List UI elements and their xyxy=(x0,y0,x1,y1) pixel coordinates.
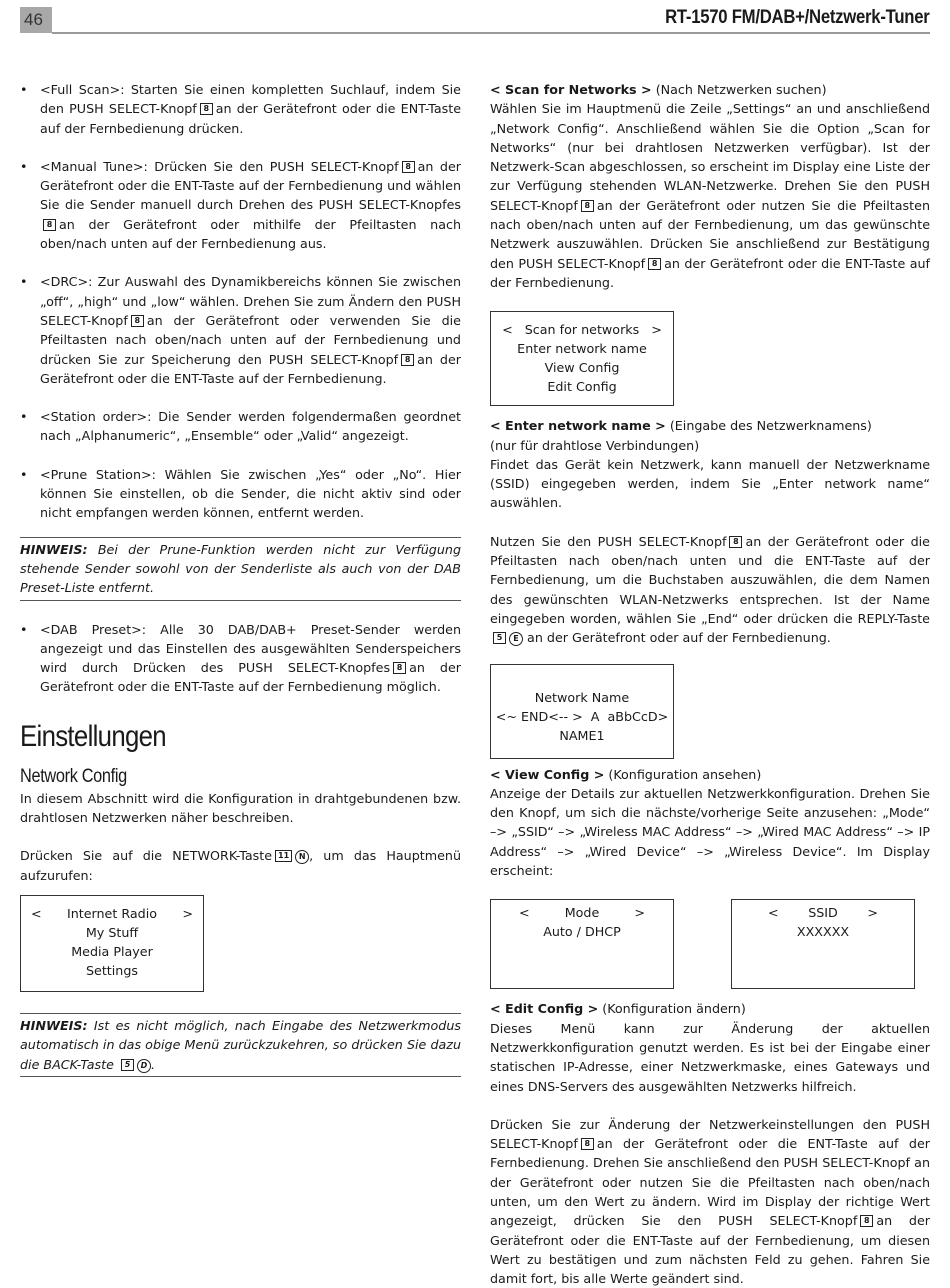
note-text: Bei der Prune-Funktion werden nicht zur Verfügung stehende Sender sowohl von der Senderliste als auch von der DAB Preset-Liste entfernt. xyxy=(20,541,461,596)
menu-item: View Config xyxy=(544,360,620,376)
header-rule xyxy=(52,32,930,34)
key-icon: 8 xyxy=(43,219,56,231)
paragraph-text: an der Gerätefront oder die Pfeiltasten nach oben/nach unten und die ENT-Taste auf der Fernbedienung, um die Buchstaben auszuwählen, die dem Namen des gewünschten WLAN-Netzwerks entsprechen. Ist der Name eingegeben worden, wählen Sie „End“ oder drücken die REPLY-Taste xyxy=(490,533,930,626)
option-subtitle: (Eingabe des Netzwerknamens) xyxy=(665,418,872,434)
note-text: . xyxy=(151,1056,156,1072)
enter-name-paragraph: Findet das Gerät kein Netzwerk, kann manuell der Netzwerkname (SSID) eingegeben werden, indem Sie „Enter network name“ auswählen. xyxy=(490,456,930,511)
bullet-text: an der Gerätefront oder die ENT-Taste auf der Fernbedienung möglich. xyxy=(40,660,461,695)
option-subtitle: (Nach Netzwerken suchen) xyxy=(651,82,827,97)
mode-display xyxy=(490,899,674,989)
enter-name-paragraph-2 xyxy=(490,532,930,648)
paragraph-text: , um das Hauptmenü aufzurufen: xyxy=(20,848,461,883)
paragraph-text: Drücken Sie auf die NETWORK-Taste xyxy=(20,848,273,864)
arrow-right-icon: > xyxy=(182,905,193,921)
note-prune xyxy=(20,537,461,601)
paragraph-text: an der Gerätefront oder auf der Fernbedienung. xyxy=(527,630,831,646)
bullet-text: <DRC>: Zur Auswahl des Dynamikbereichs können Sie zwischen „off“, „high“ und „low“ wählen. Drehen Sie zum Ändern den PUSH SELECT-Knopf xyxy=(40,274,461,328)
page-header xyxy=(20,7,930,33)
display-line: Network Name xyxy=(534,689,630,705)
option-title: < Enter network name > xyxy=(490,418,666,434)
bullet-dot: • xyxy=(20,409,28,425)
right-column xyxy=(490,80,930,1288)
enter-name-heading xyxy=(490,416,930,435)
bullet-dot: • xyxy=(20,158,28,174)
paragraph-text: Drücken Sie zur Änderung der Netzwerkeinstellungen den PUSH SELECT-Knopf xyxy=(490,1116,930,1152)
bullet-dab-preset xyxy=(20,620,461,697)
bullet-drc xyxy=(20,272,461,388)
key-icon: 8 xyxy=(860,1215,873,1227)
display-value: Auto / DHCP xyxy=(543,924,621,940)
intro-paragraph: In diesem Abschnitt wird die Konfiguration in drahtgebundenen bzw. drahtlosen Netzwerken näher beschreiben. xyxy=(20,790,461,826)
display-label: Mode xyxy=(564,905,600,921)
bullet-full-scan xyxy=(20,80,461,138)
menu-item: Internet Radio xyxy=(66,905,158,921)
paragraph-text: Nutzen Sie den PUSH SELECT-Knopf xyxy=(490,533,727,549)
key-icon: 8 xyxy=(729,536,742,548)
display-line: <~ END<-- > A aBbCcD> xyxy=(495,708,669,724)
view-config-paragraph: Anzeige der Details zur aktuellen Netzwerkkonfiguration. Drehen Sie den Knopf, um sich die nächste/vorherige Seite anzusehen: „Mode“ –> „SSID“ –> „Wireless MAC Address“ –> „Wired MAC Address“ –> IP Address“ –> „Wired Device“ –> „Wireless Device“. Im Display erscheint: xyxy=(490,785,930,879)
option-title: < Edit Config > xyxy=(490,1001,599,1017)
bullet-text: an der Gerätefront oder mithilfe der Pfeiltasten nach oben/nach unten auf der Fernbedienung aus. xyxy=(40,216,461,252)
back-key-icon: 5 xyxy=(121,1059,134,1071)
config-displays xyxy=(490,899,930,989)
key-icon: 8 xyxy=(393,662,406,674)
bullet-text: <Full Scan>: Starten Sie einen kompletten Suchlauf, indem Sie den PUSH SELECT-Knopf xyxy=(40,82,461,117)
bullet-text: an der Gerätefront oder verwenden Sie die Pfeiltasten nach oben/nach unten auf der Fernbedienung und drücken Sie zur Speicherung den PUSH SELECT-Knopf xyxy=(40,312,461,367)
edit-config-paragraph-2 xyxy=(490,1115,930,1288)
ssid-display xyxy=(731,899,915,989)
bullet-text: <Prune Station>: Wählen Sie zwischen „Yes“ oder „No“. Hier können Sie einstellen, ob die Sender, die nicht aktiv sind oder nicht empfangen werden können, entfernt werden. xyxy=(40,466,461,521)
paragraph-text: an der Gerätefront oder die ENT-Taste auf der Fernbedienung. xyxy=(490,255,930,290)
main-menu-display xyxy=(20,895,204,992)
subsection-heading: Network Config xyxy=(20,765,127,787)
arrow-left-icon: < xyxy=(768,905,779,921)
arrow-right-icon: > xyxy=(651,322,662,338)
key-icon: 8 xyxy=(200,103,213,115)
menu-item: Enter network name xyxy=(517,341,647,357)
bullet-text: <Manual Tune>: Drücken Sie den PUSH SELECT-Knopf xyxy=(40,158,399,174)
edit-config-heading xyxy=(490,999,930,1018)
bullet-text: <Station order>: Die Sender werden folgendermaßen geordnet nach „Alphanumeric“, „Ensemble“ oder „Valid“ angezeigt. xyxy=(40,409,461,444)
section-heading: Einstellungen xyxy=(20,719,166,753)
note-text: Ist es nicht möglich, nach Eingabe des Netzwerkmodus automatisch in das obige Menü zurückzukehren, so drücken Sie dazu die BACK-Taste xyxy=(20,1017,461,1072)
display-line: NAME1 xyxy=(559,727,605,743)
paragraph-text: an der Gerätefront oder die ENT-Taste auf der Fernbedienung, um diesen Wert zu bestätigen und zum nächsten Feld zu gehen. Fahren Sie damit fort, bis alle Werte geändert sind. xyxy=(490,1213,930,1287)
left-column xyxy=(20,80,461,1077)
bullet-dot: • xyxy=(20,466,28,482)
edit-config-paragraph: Dieses Menü kann zur Änderung der aktuellen Netzwerkkonfiguration genutzt werden. Es ist bei der Eingabe einer statischen IP-Adresse, einer Netzwerkmaske, eines Gateways und eines DNS-Servers des ausgewählten Netzwerks hilfreich. xyxy=(490,1020,930,1094)
reply-key-icon: 5 xyxy=(493,632,506,644)
network-key-paragraph xyxy=(20,846,461,885)
note-back-key xyxy=(20,1013,461,1077)
reply-letter-icon: E xyxy=(509,632,523,646)
bullet-dot: • xyxy=(20,621,28,637)
network-letter-icon: N xyxy=(295,850,309,864)
paragraph-text: an der Gerätefront oder nutzen Sie die Pfeiltasten nach oben/nach unten auf der Fernbedienung, um das gewünschte Netzwerk auszuwählen. Drücken Sie anschließend zur Bestätigung den PUSH SELECT-Knopf xyxy=(490,197,930,271)
option-title: < Scan for Networks > xyxy=(490,82,652,97)
note-label: HINWEIS: xyxy=(20,1017,88,1033)
menu-item: Scan for networks xyxy=(524,322,640,338)
view-config-heading xyxy=(490,765,930,784)
paragraph-text: an der Gerätefront oder die ENT-Taste auf der Fernbedienung. Drehen Sie anschließend den PUSH SELECT-Knopf an der Gerätefront oder nutzen Sie die Pfeiltasten nach oben/nach unten, um den Wert zu ändern. Wird im Display der richtige Wert angezeigt, drücken Sie den PUSH SELECT-Knopf xyxy=(490,1136,930,1229)
bullet-station-order xyxy=(20,407,461,446)
note-label: HINWEIS: xyxy=(20,541,88,557)
menu-item: Media Player xyxy=(71,943,153,959)
option-subtitle: (Konfiguration ansehen) xyxy=(604,766,762,782)
arrow-right-icon: > xyxy=(867,905,878,921)
bullet-dot: • xyxy=(20,82,28,97)
display-label: SSID xyxy=(808,905,838,921)
arrow-left-icon: < xyxy=(502,322,513,338)
bullet-text: an der Gerätefront oder die ENT-Taste auf der Fernbedienung. xyxy=(40,351,461,386)
network-name-display xyxy=(490,664,674,759)
scan-heading xyxy=(490,80,930,99)
network-key-icon: 11 xyxy=(275,850,292,862)
bullet-text: an der Gerätefront oder die ENT-Taste auf der Fernbedienung drücken. xyxy=(40,101,461,136)
option-title: < View Config > xyxy=(490,766,605,782)
key-icon: 8 xyxy=(401,354,414,366)
document-title: RT-1570 FM/DAB+/Netzwerk-Tuner xyxy=(665,7,930,28)
paragraph-text: Wählen Sie im Hauptmenü die Zeile „Settings“ an und anschließend „Network Config“. Anschließend wählen Sie die Option „Scan for Networks“ (nur bei drahtlosen Netzwerken verfügbar). Ist der Netzwerk-Scan abgeschlossen, so erscheint im Display eine Liste der zur Verfügung stehenden WLAN-Netzwerke. Drehen Sie den PUSH SELECT-Knopf xyxy=(490,101,930,213)
bullet-text: <DAB Preset>: Alle 30 DAB/DAB+ Preset-Sender werden angezeigt und das Einstellen des ausgewählten Senderspeichers wird durch Drücken des PUSH SELECT-Knopfes xyxy=(40,621,461,676)
back-letter-icon: D xyxy=(137,1059,151,1073)
bullet-manual-tune xyxy=(20,157,461,253)
page-number: 46 xyxy=(20,7,52,33)
key-icon: 8 xyxy=(648,258,661,270)
bullet-prune-station xyxy=(20,465,461,523)
key-icon: 8 xyxy=(581,200,594,212)
arrow-left-icon: < xyxy=(31,905,42,921)
enter-name-note: (nur für drahtlose Verbindungen) xyxy=(490,437,700,453)
bullet-text: an der Gerätefront oder die ENT-Taste auf der Fernbedienung und wählen Sie die Sender manuell durch Drehen des PUSH SELECT-Knopfes xyxy=(40,158,461,213)
bullet-dot: • xyxy=(20,274,28,290)
menu-item: My Stuff xyxy=(85,924,139,940)
arrow-left-icon: < xyxy=(519,905,530,921)
arrow-right-icon: > xyxy=(634,905,645,921)
option-subtitle: (Konfiguration ändern) xyxy=(598,1001,746,1017)
key-icon: 8 xyxy=(581,1138,594,1150)
key-icon: 8 xyxy=(402,161,415,173)
key-icon: 8 xyxy=(131,315,144,327)
menu-item: Edit Config xyxy=(547,379,617,395)
network-menu-display xyxy=(490,311,674,406)
display-value: XXXXXX xyxy=(796,924,850,940)
menu-item: Settings xyxy=(85,962,139,978)
scan-paragraph xyxy=(490,99,930,292)
